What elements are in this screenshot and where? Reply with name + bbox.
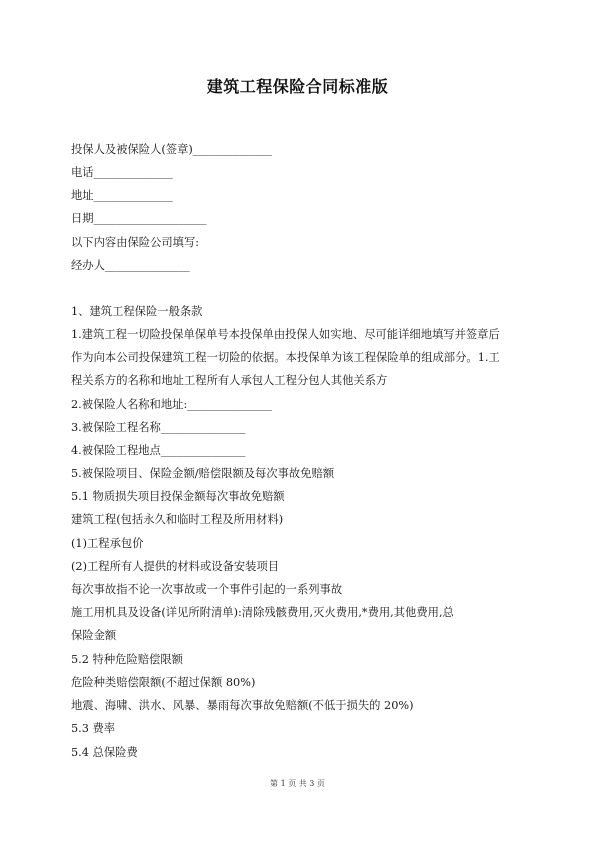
field-insured-signature: 投保人及被保险人(签章)______________ bbox=[71, 143, 272, 156]
paragraph-line: 危险种类赔偿限额(不超过保额 80%) bbox=[71, 676, 256, 689]
paragraph-line: 5.3 费率 bbox=[71, 722, 116, 735]
field-insured-name: 2.被保险人名称和地址:_______________ bbox=[71, 398, 272, 411]
field-address: 地址______________ bbox=[71, 189, 173, 202]
field-phone: 电话______________ bbox=[71, 166, 173, 179]
paragraph-line: 作为向本公司投保建筑工程一切险的依据。本投保单为该工程保险单的组成部分。1.工 bbox=[71, 351, 500, 364]
paragraph-line: (1)工程承包价 bbox=[71, 537, 144, 550]
paragraph-line: 5.4 总保险费 bbox=[71, 746, 138, 759]
page-footer: 第 1 页 共 3 页 bbox=[270, 779, 325, 788]
document-title: 建筑工程保险合同标准版 bbox=[206, 77, 389, 96]
paragraph-line: 地震、海啸、洪水、风暴、暴雨每次事故免赔额(不低于损失的 20%) bbox=[71, 699, 414, 712]
paragraph-line: 1.建筑工程一切险投保单保单号本投保单由投保人如实地、尽可能详细地填写并签章后 bbox=[71, 328, 500, 341]
insurer-fill-note: 以下内容由保险公司填写: bbox=[71, 236, 200, 249]
section-heading: 1、建筑工程保险一般条款 bbox=[71, 305, 203, 318]
paragraph-line: 5.被保险项目、保险金额/赔偿限额及每次事故免赔额 bbox=[71, 467, 335, 480]
field-project-name: 3.被保险工程名称_______________ bbox=[71, 421, 246, 434]
paragraph-line: 程关系方的名称和地址工程所有人承包人工程分包人其他关系方 bbox=[71, 374, 388, 387]
paragraph-line: (2)工程所有人提供的材料或设备安装项目 bbox=[71, 560, 280, 573]
field-project-location: 4.被保险工程地点_______________ bbox=[71, 444, 246, 457]
field-date: 日期____________________ bbox=[71, 212, 207, 225]
paragraph-line: 每次事故指不论一次事故或一个事件引起的一系列事故 bbox=[71, 583, 343, 596]
paragraph-line: 5.1 物质损失项目投保金额每次事故免赔额 bbox=[71, 490, 285, 503]
paragraph-line: 建筑工程(包括永久和临时工程及所用材料) bbox=[71, 513, 284, 526]
paragraph-line: 保险金额 bbox=[71, 629, 117, 642]
paragraph-line: 5.2 特种危险赔偿限额 bbox=[71, 653, 183, 666]
paragraph-line: 施工用机具及设备(详见所附清单):清除残骸费用,灭火费用,*费用,其他费用,总 bbox=[71, 606, 454, 619]
field-handler: 经办人_______________ bbox=[71, 259, 190, 272]
